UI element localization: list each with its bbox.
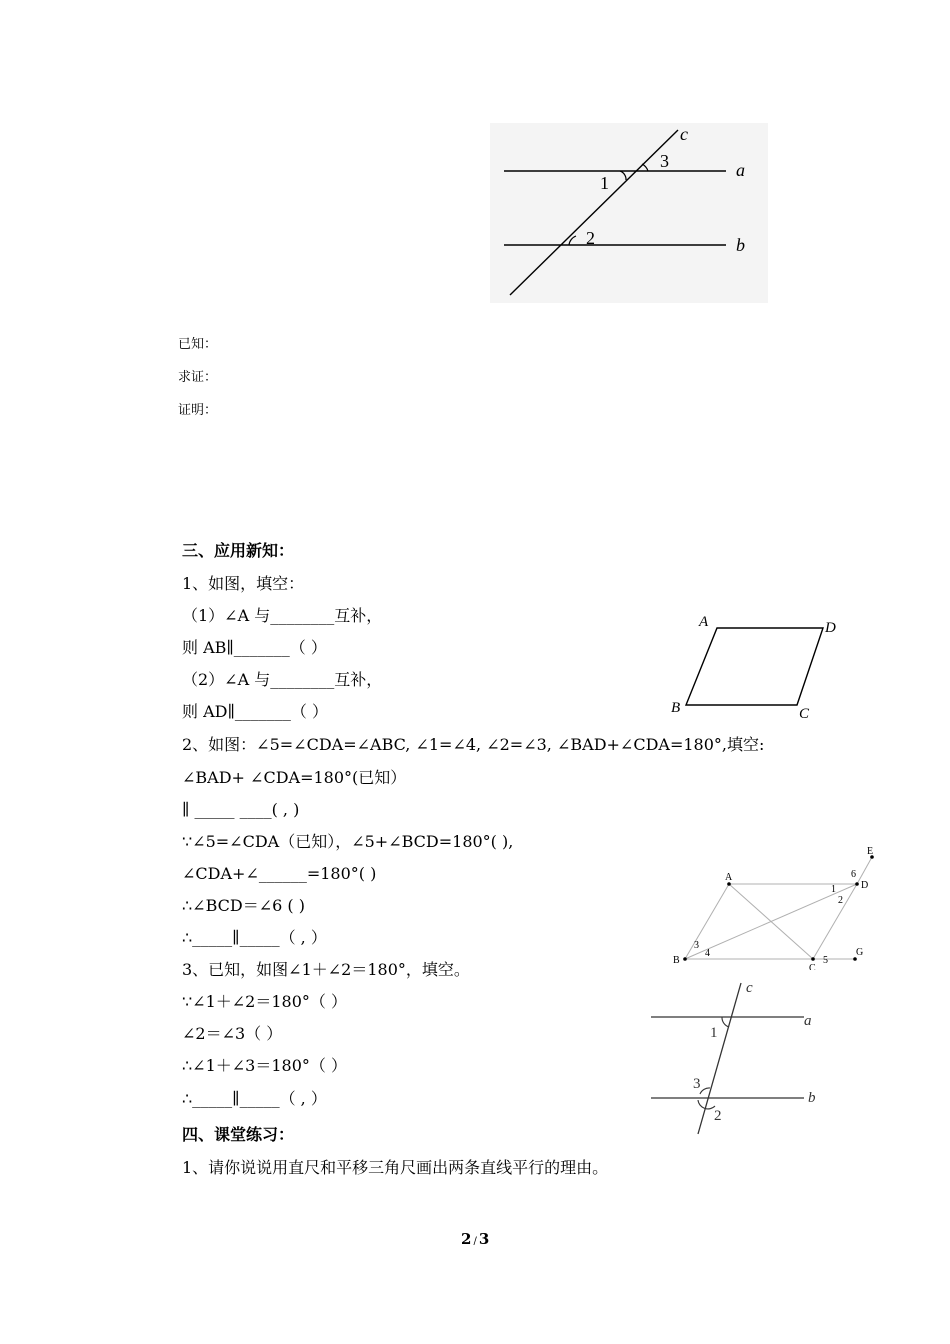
fig4-label-1: 1 <box>710 1025 718 1041</box>
q1-intro: 1、如图，填空： <box>182 574 305 593</box>
q3-line1: ∵∠1＋∠2＝180°（ ） <box>182 992 347 1011</box>
figure-parallelogram <box>665 610 845 722</box>
fig3-label-g: G <box>856 947 864 958</box>
label-1: 1 <box>600 173 609 193</box>
vertex-a: A <box>699 614 709 630</box>
fig3-angle-2: 2 <box>838 895 843 906</box>
q3-line3: ∴∠1＋∠3＝180°（ ） <box>182 1056 347 1075</box>
label-a: a <box>736 160 745 180</box>
label-3: 3 <box>660 151 669 171</box>
segment-cd <box>813 884 857 959</box>
section-4-q1: 1、请你说说用直尺和平移三角尺画出两条直线平行的理由。 <box>182 1158 609 1177</box>
q3-line2: ∠2＝∠3（ ） <box>182 1024 283 1043</box>
q2-line3: ∵∠5=∠CDA（已知），∠5+∠BCD=180°( ), <box>182 832 514 851</box>
q2-line2: ∥ _____ ____( , ) <box>182 800 300 819</box>
page-separator: / <box>473 1236 477 1247</box>
vertex-d: D <box>825 620 836 636</box>
point-d <box>855 882 859 886</box>
fig3-angle-5: 5 <box>823 955 828 966</box>
q2-line4: ∠CDA+∠______=180°( ) <box>182 864 377 883</box>
diagonal-bd <box>685 884 857 959</box>
fig3-label-d: D <box>861 880 869 891</box>
q2-line6: ∴_____∥_____（ , ） <box>182 928 327 947</box>
q1-line4: 则 AD∥_______（ ） <box>182 702 328 721</box>
page-total: 3 <box>478 1230 490 1248</box>
fig4-label-c: c <box>746 980 753 996</box>
given-label: 已知： <box>178 337 218 352</box>
q3-intro: 3、已知，如图∠1＋∠2＝180°，填空。 <box>182 960 470 979</box>
point-c <box>811 957 815 961</box>
label-c: c <box>680 124 688 144</box>
q2-line1: ∠BAD+ ∠CDA=180°(已知） <box>182 768 407 787</box>
fig4-angle-arc-3 <box>700 1088 710 1094</box>
fig3-label-e: E <box>867 846 874 857</box>
fig4-label-3: 3 <box>693 1076 701 1092</box>
fig4-label-b: b <box>808 1090 816 1106</box>
fig4-label-a: a <box>804 1013 812 1029</box>
q2-intro: 2、如图：∠5=∠CDA=∠ABC, ∠1=∠4, ∠2=∠3, ∠BAD+∠CDA=180°,填空: <box>182 735 765 754</box>
label-2: 2 <box>586 228 595 248</box>
section-4-title: 四、课堂练习： <box>182 1125 295 1144</box>
figure-quadrilateral <box>665 840 885 970</box>
fig3-label-a: A <box>725 872 733 883</box>
fig4-angle-arc-1 <box>722 1017 729 1027</box>
page-number <box>461 1229 489 1252</box>
fig3-label-c: C <box>809 963 816 970</box>
q1-line1: （1）∠A 与________互补， <box>182 606 383 625</box>
parallelogram-abcd <box>686 628 823 705</box>
figure-parallel-lines-1 <box>490 123 768 303</box>
vertex-c: C <box>799 706 810 722</box>
fig3-angle-3: 3 <box>694 940 699 951</box>
page-current: 2 <box>461 1230 472 1248</box>
q1-line3: （2）∠A 与________互补， <box>182 670 383 689</box>
fig3-angle-4: 4 <box>705 948 710 959</box>
vertex-b: B <box>671 700 681 716</box>
figure-parallel-lines-2 <box>648 978 828 1138</box>
fig4-label-2: 2 <box>714 1108 722 1124</box>
fig3-angle-6: 6 <box>851 869 856 880</box>
point-b <box>683 957 687 961</box>
section-3-title: 三、应用新知： <box>182 541 295 560</box>
proof-label: 证明： <box>178 403 218 418</box>
q1-line2: 则 AB∥_______（ ） <box>182 638 327 657</box>
fig3-angle-1: 1 <box>831 884 836 895</box>
q2-line5: ∴∠BCD＝∠6 ( ) <box>182 896 305 915</box>
figure-background <box>490 123 768 303</box>
q3-line4: ∴_____∥_____（ , ） <box>182 1089 327 1108</box>
fig3-label-b: B <box>673 955 680 966</box>
label-b: b <box>736 235 745 255</box>
prove-label: 求证： <box>178 370 218 385</box>
